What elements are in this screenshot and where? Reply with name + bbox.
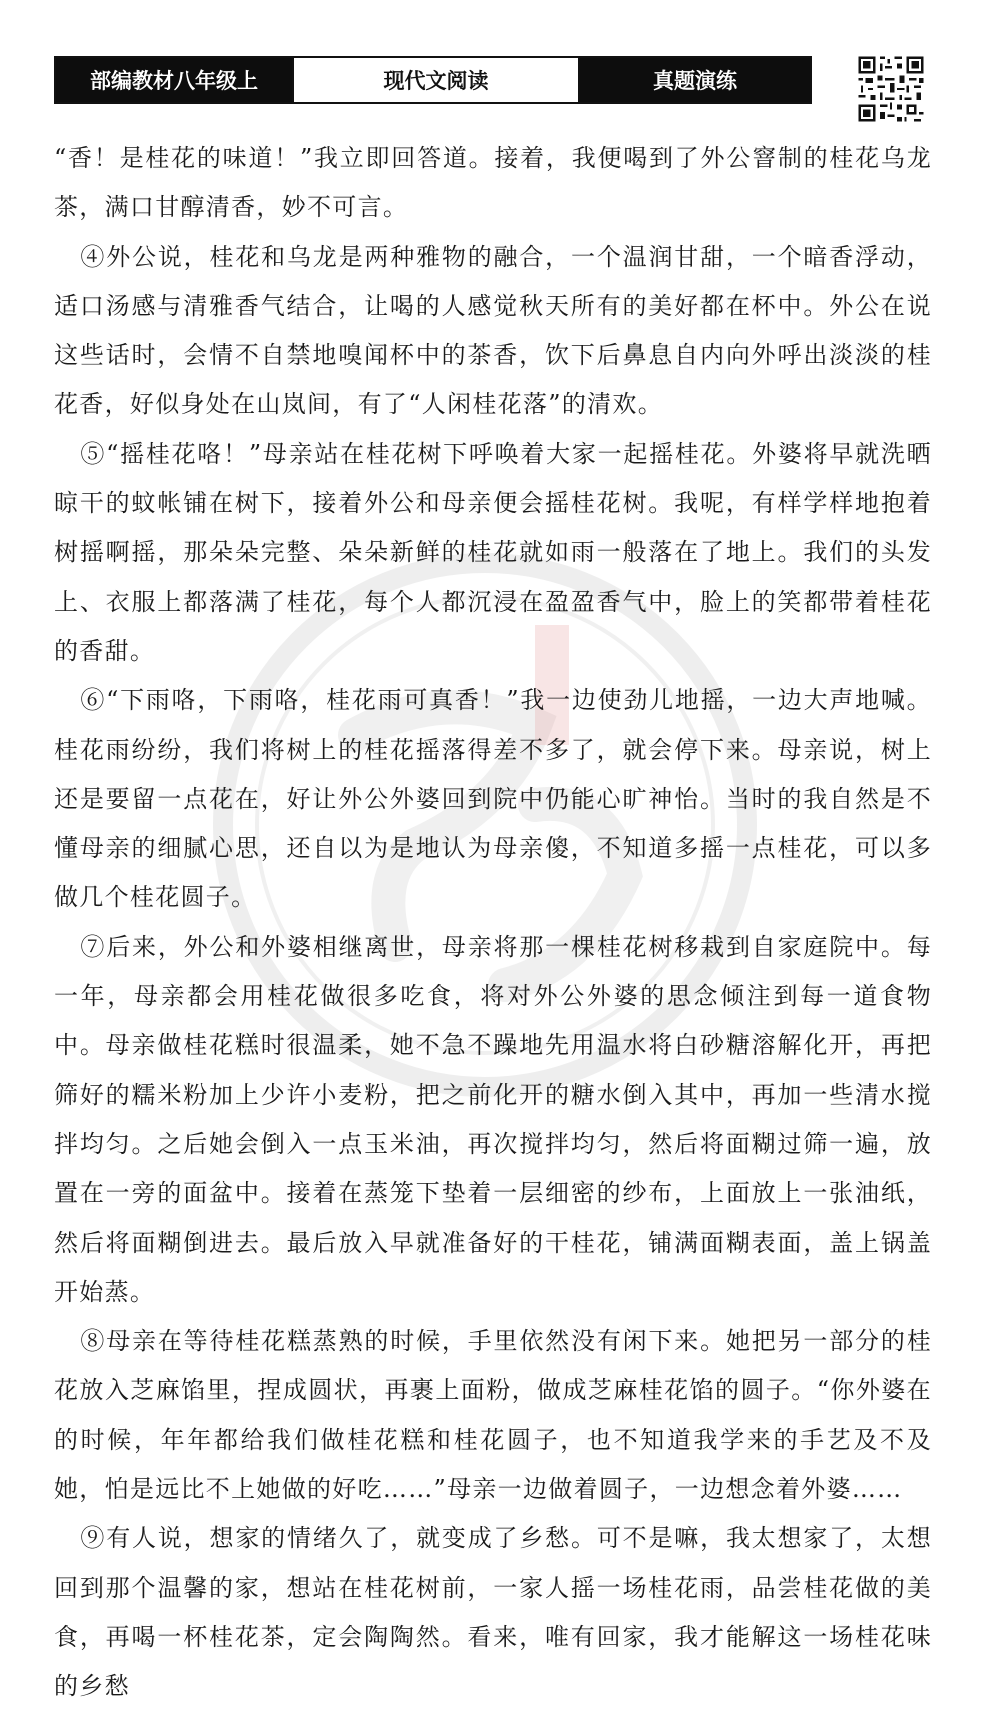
header-practice-label: 真题演练 — [580, 58, 810, 102]
paragraph-8: ⑧母亲在等待桂花糕蒸熟的时候，手里依然没有闲下来。她把另一部分的桂花放入芝麻馅里，捏成圆状，再裹上面粉，做成芝麻桂花馅的圆子。“你外婆在的时候，年年都给我们做桂花糕和桂花圆子，也不知道我学来的手艺及不及她，怕是远比不上她做的好吃……”母亲一边做着圆子，一边想念着外婆…… — [54, 1327, 932, 1504]
paragraph-5: ⑤“摇桂花咯！”母亲站在桂花树下呼唤着大家一起摇桂花。外婆将早就洗晒晾干的蚊帐铺在树下，接着外公和母亲便会摇桂花树。我呢，有样学样地抱着树摇啊摇，那朵朵完整、朵朵新鲜的桂花就如雨一般落在了地上。我们的头发上、衣服上都落满了桂花，每个人都沉浸在盈盈香气中，脸上的笑都带着桂花的香甜。 — [54, 439, 932, 665]
qr-code-icon — [856, 54, 926, 124]
paragraph-6: ⑥“下雨咯，下雨咯，桂花雨可真香！”我一边使劲儿地摇，一边大声地喊。桂花雨纷纷，我们将树上的桂花摇落得差不多了，就会停下来。母亲说，树上还是要留一点花在，好让外公外婆回到院中仍能心旷神怡。当时的我自然是不懂母亲的细腻心思，还自以为是地认为母亲傻，不知道多摇一点桂花，可以多做几个桂花圆子。 — [54, 686, 932, 912]
header-section-label: 现代文阅读 — [292, 58, 580, 102]
paragraph-7: ⑦后来，外公和外婆相继离世，母亲将那一棵桂花树移栽到自家庭院中。每一年，母亲都会用桂花做很多吃食，将对外公外婆的思念倾注到每一道食物中。母亲做桂花糕时很温柔，她不急不躁地先用温水将白砂糖溶解化开，再把筛好的糯米粉加上少许小麦粉，把之前化开的糖水倒入其中，再加一些清水搅拌均匀。之后她会倒入一点玉米油，再次搅拌均匀，然后将面糊过筛一遍，放置在一旁的面盆中。接着在蒸笼下垫着一层细密的纱布，上面放上一张油纸，然后将面糊倒进去。最后放入早就准备好的干桂花，铺满面糊表面，盖上锅盖开始蒸。 — [54, 932, 932, 1306]
paragraph-9: ⑨有人说，想家的情绪久了，就变成了乡愁。可不是嘛，我太想家了，太想回到那个温馨的家，想站在桂花树前，一家人摇一场桂花雨，品尝桂花做的美食，再喝一杯桂花茶，定会陶陶然。看来，唯有回家，我才能解这一场桂花味的乡愁 — [54, 1524, 932, 1701]
article-body — [54, 134, 932, 1712]
paragraph-intro: “香！是桂花的味道！”我立即回答道。接着，我便喝到了外公窨制的桂花乌龙茶，满口甘醇清香，妙不可言。 — [54, 144, 932, 222]
paragraph-4: ④外公说，桂花和乌龙是两种雅物的融合，一个温润甘甜，一个暗香浮动，适口汤感与清雅香气结合，让喝的人感觉秋天所有的美好都在杯中。外公在说这些话时，会情不自禁地嗅闻杯中的茶香，饮下后鼻息自内向外呼出淡淡的桂花香，好似身处在山岚间，有了“人闲桂花落”的清欢。 — [54, 242, 932, 419]
header-bar — [54, 56, 812, 104]
header-textbook-label: 部编教材八年级上 — [56, 58, 292, 102]
